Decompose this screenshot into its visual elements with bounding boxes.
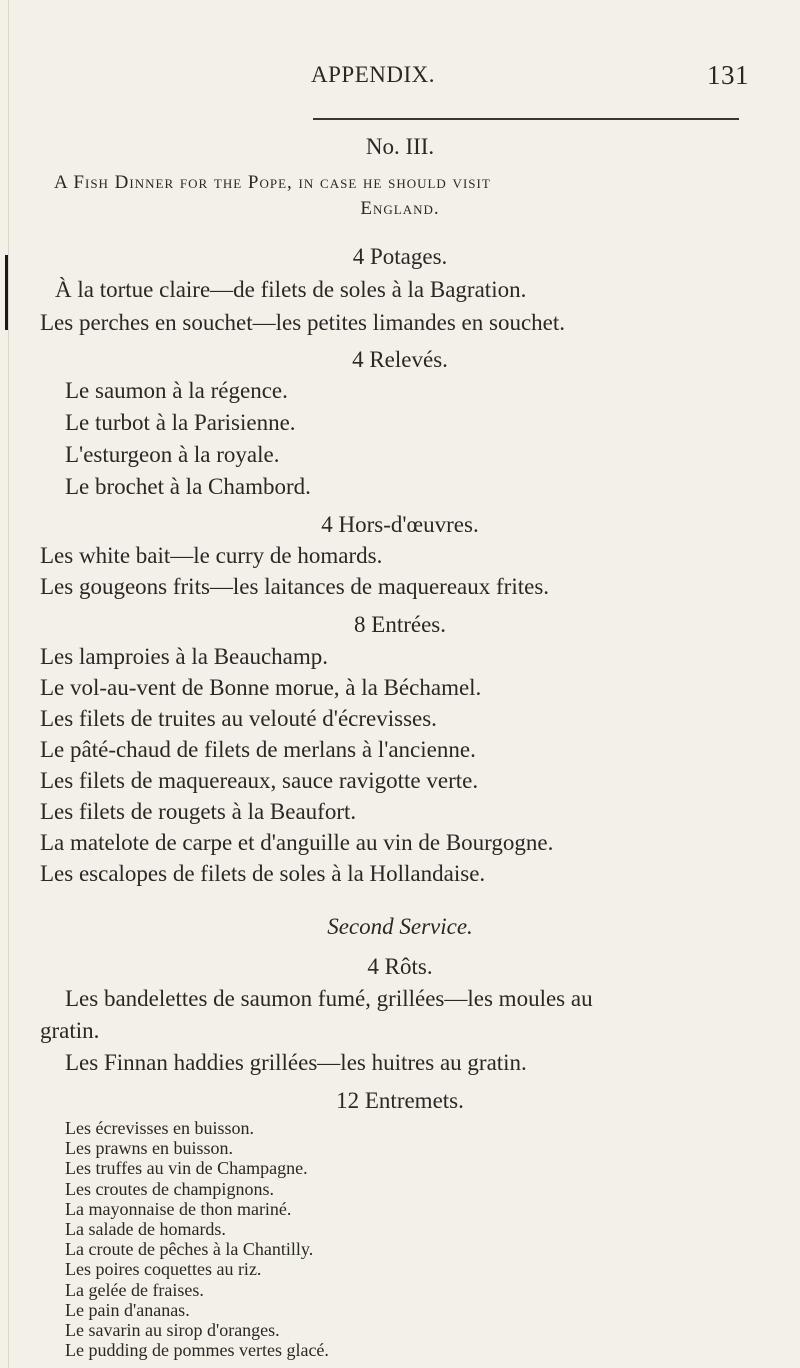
- entrees-item: Le pâté-chaud de filets de merlans à l'ancienne.: [40, 737, 476, 762]
- header-rule: [313, 118, 739, 120]
- rots-item-continuation: gratin.: [40, 1018, 100, 1043]
- entremets-item: La salade de homards.: [65, 1219, 226, 1239]
- entremets-item: Les truffes au vin de Champagne.: [65, 1158, 308, 1179]
- menu-title-line2: England.: [360, 198, 440, 219]
- entremets-item: La croute de pêches à la Chantilly.: [65, 1239, 314, 1260]
- menu-title-line1: A Fish Dinner for the Pope, in case he should visit: [54, 172, 491, 193]
- rots-item: Les Finnan haddies grillées—les huitres au gratin.: [65, 1050, 527, 1075]
- releves-item: Le saumon à la régence.: [65, 378, 288, 403]
- entremets-item: Le pain d'ananas.: [65, 1299, 190, 1320]
- entrees-item: Les lamproies à la Beauchamp.: [40, 644, 329, 669]
- entremets-item: La mayonnaise de thon mariné.: [65, 1198, 292, 1219]
- entremets-item: Le savarin au sirop d'oranges.: [65, 1320, 280, 1340]
- releves-heading: 4 Relevés.: [352, 347, 448, 372]
- potages-heading: 4 Potages.: [352, 244, 448, 269]
- entremets-item: Les croutes de champignons.: [65, 1178, 274, 1199]
- entremets-item: Les écrevisses en buisson.: [65, 1118, 254, 1138]
- running-head: APPENDIX.: [311, 62, 435, 87]
- hors-heading: 4 Hors-d'œuvres.: [321, 512, 479, 537]
- entrees-item: Les filets de rougets à la Beaufort.: [40, 799, 357, 824]
- rots-item: Les bandelettes de saumon fumé, grillées—les moules au: [65, 986, 593, 1011]
- hors-item: Les white bait—le curry de homards.: [40, 543, 383, 568]
- page-number: 131: [707, 60, 749, 90]
- entrees-item: Les filets de maquereaux, sauce ravigotte verte.: [40, 768, 479, 793]
- entremets-item: Les prawns en buisson.: [65, 1138, 233, 1159]
- entrees-item: Les filets de truites au velouté d'écrevisses.: [40, 706, 437, 731]
- releves-item: Le brochet à la Chambord.: [65, 474, 311, 499]
- entrees-heading: 8 Entrées.: [354, 612, 446, 637]
- potages-item: Les perches en souchet—les petites limandes en souchet.: [40, 310, 566, 335]
- entremets-item: Le pudding de pommes vertes glacé.: [65, 1340, 329, 1361]
- entrees-item: La matelote de carpe et d'anguille au vin de Bourgogne.: [40, 830, 554, 855]
- menu-number: No. III.: [365, 134, 435, 159]
- second-service-heading: Second Service.: [327, 914, 473, 939]
- entrees-item: Les escalopes de filets de soles à la Hollandaise.: [40, 861, 486, 886]
- entremets-heading: 12 Entremets.: [336, 1088, 464, 1113]
- hors-item: Les gougeons frits—les laitances de maquereaux frites.: [40, 574, 550, 599]
- entrees-item: Le vol-au-vent de Bonne morue, à la Béchamel.: [40, 675, 482, 700]
- entremets-item: La gelée de fraises.: [65, 1279, 204, 1300]
- potages-item: À la tortue claire—de filets de soles à la Bagration.: [55, 277, 527, 302]
- releves-item: L'esturgeon à la royale.: [65, 442, 280, 467]
- entremets-item: Les poires coquettes au riz.: [65, 1259, 262, 1280]
- releves-item: Le turbot à la Parisienne.: [65, 410, 296, 435]
- rots-heading: 4 Rôts.: [367, 954, 433, 979]
